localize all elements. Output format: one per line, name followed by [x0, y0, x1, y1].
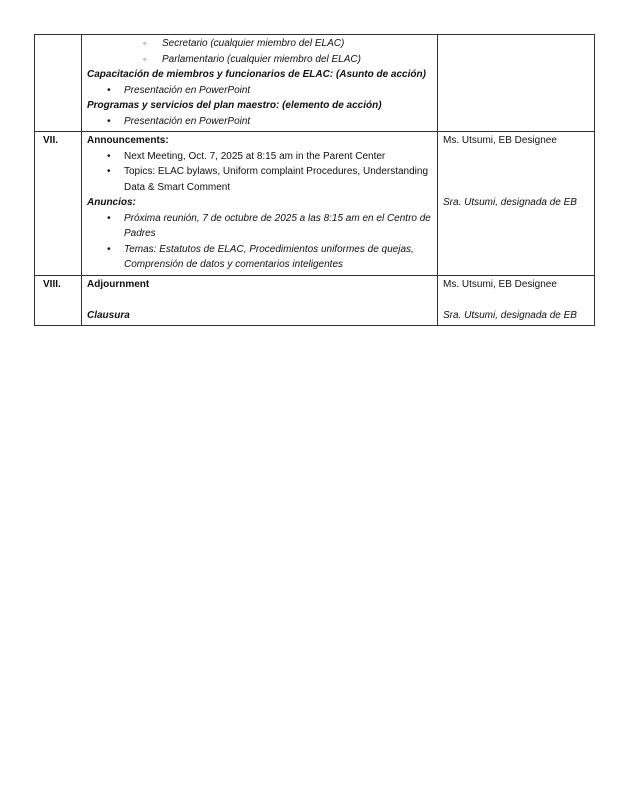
- item-number: VIII.: [35, 275, 82, 326]
- list-item: ◦ Secretario (cualquier miembro del ELAC): [87, 36, 432, 52]
- list-item: • Presentación en PowerPoint: [87, 114, 432, 130]
- item-description: [82, 275, 438, 326]
- presenter-en: Ms. Utsumi, EB Designee: [443, 278, 557, 290]
- section-heading-es: Anuncios:: [87, 197, 136, 208]
- bullet-list: [87, 83, 432, 99]
- list-item: • Next Meeting, Oct. 7, 2025 at 8:15 am in the Parent Center: [87, 149, 432, 165]
- item-presenter: [438, 35, 595, 132]
- item-description: [82, 35, 438, 132]
- agenda-row-continuation: [35, 35, 595, 132]
- list-item: • Temas: Estatutos de ELAC, Procedimientos uniformes de quejas, Comprensión de datos y comentarios inteligentes: [87, 242, 432, 273]
- bullet-list-es: [87, 211, 432, 273]
- list-item: ◦ Parlamentario (cualquier miembro del ELAC): [87, 52, 432, 68]
- bullet-list-en: [87, 149, 432, 196]
- agenda-table: [34, 34, 595, 326]
- agenda-row-announcements: [35, 132, 595, 276]
- section-heading-en: Announcements:: [87, 135, 169, 146]
- item-description: [82, 132, 438, 276]
- presenter-es: Sra. Utsumi, designada de EB: [443, 309, 577, 321]
- agenda-row-adjournment: [35, 275, 595, 326]
- section-heading-es: Clausura: [87, 309, 130, 321]
- list-item: • Topics: ELAC bylaws, Uniform complaint Procedures, Understanding Data & Smart Comment: [87, 164, 432, 195]
- presenter-es: Sra. Utsumi, designada de EB: [443, 197, 577, 208]
- item-presenter: [438, 275, 595, 326]
- list-item: • Próxima reunión, 7 de octubre de 2025 a las 8:15 am en el Centro de Padres: [87, 211, 432, 242]
- section-heading: Capacitación de miembros y funcionarios de ELAC: (Asunto de acción): [87, 69, 426, 80]
- presenter-en: Ms. Utsumi, EB Designee: [443, 135, 557, 146]
- list-item: • Presentación en PowerPoint: [87, 83, 432, 99]
- section-heading: Programas y servicios del plan maestro: (elemento de acción): [87, 100, 382, 111]
- sub-list: [87, 36, 432, 67]
- item-number: VII.: [35, 132, 82, 276]
- bullet-list: [87, 114, 432, 130]
- item-number: [35, 35, 82, 132]
- item-presenter: [438, 132, 595, 276]
- section-heading-en: Adjournment: [87, 278, 150, 290]
